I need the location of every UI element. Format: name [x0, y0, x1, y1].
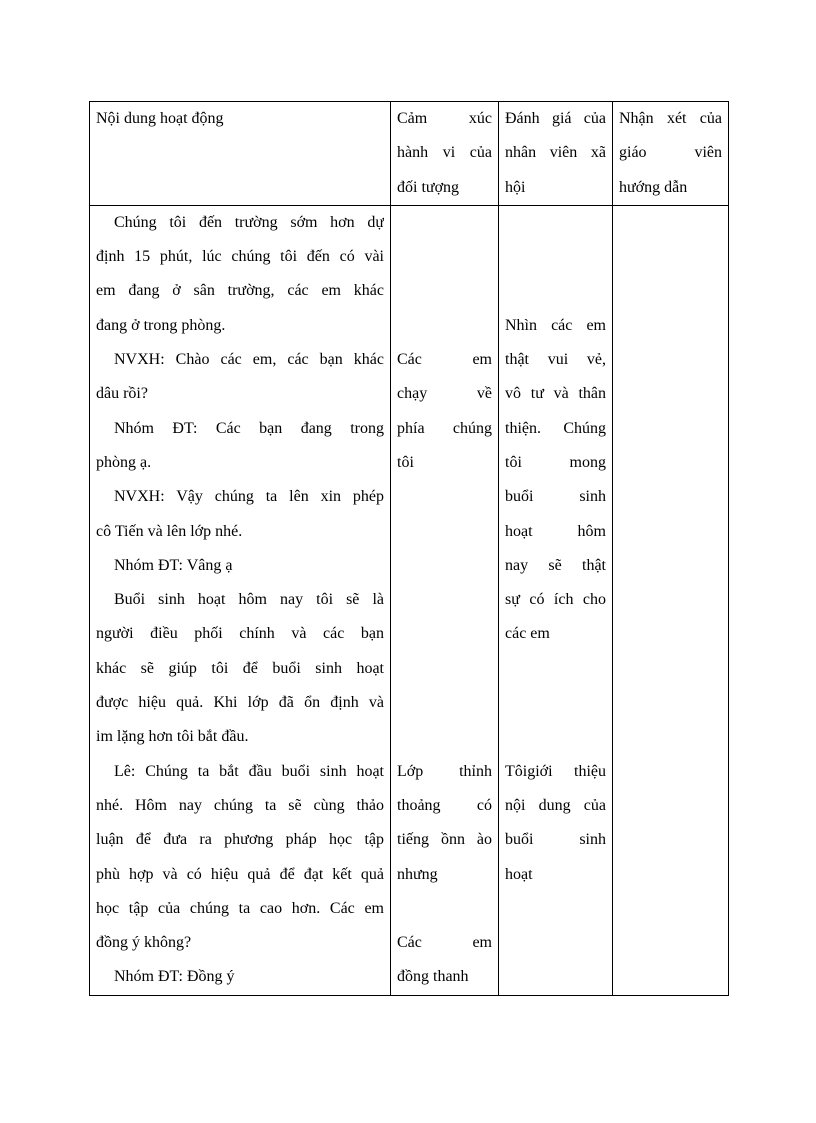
emotion-line: đồng thanh	[397, 968, 469, 986]
content-line: dâu rồi?	[96, 385, 148, 403]
content-line: được hiệu quả. Khi lớp đã ổn định và	[96, 694, 384, 712]
emotion-line	[397, 617, 492, 651]
assessment-line: Tôigiới thiệu	[505, 762, 606, 780]
emotion-line	[397, 240, 492, 274]
assessment-line: các em	[505, 625, 550, 643]
content-line: cô Tiến và lên lớp nhé.	[96, 522, 243, 540]
content-line: người điều phối chính và các bạn	[96, 625, 384, 643]
header-label-line: Nhận xét của	[619, 110, 722, 127]
assessment-line	[505, 686, 606, 720]
assessment-line: nội dung của	[505, 796, 606, 814]
content-line: nhé. Hôm nay chúng ta sẽ cùng thảo	[96, 796, 384, 814]
header-label-line: đối tượng	[397, 178, 460, 196]
emotion-line: chạy về	[397, 385, 492, 403]
emotion-line	[397, 549, 492, 583]
assessment-line: sự có ích cho	[505, 591, 606, 609]
emotion-line	[397, 515, 492, 549]
assessment-line: vô tư và thân	[505, 385, 606, 403]
emotion-cell	[391, 205, 499, 995]
content-line: Nhóm ĐT: Đồng ý	[114, 968, 235, 986]
content-line: khác sẽ giúp tôi để buổi sinh hoạt	[96, 659, 384, 677]
emotion-line	[397, 892, 492, 926]
emotion-line: Lớp thỉnh	[397, 762, 492, 780]
content-line: định 15 phút, lúc chúng tôi đến có vài	[96, 248, 384, 266]
emotion-line: thoảng có	[397, 796, 492, 814]
assessment-line: buổi sinh	[505, 488, 606, 506]
content-line: đồng ý không?	[96, 934, 192, 952]
content-line: NVXH: Vậy chúng ta lên xin phép	[114, 488, 384, 506]
content-line: học tập của chúng ta cao hơn. Các em	[96, 899, 384, 917]
assessment-cell	[499, 205, 613, 995]
emotion-line	[397, 583, 492, 617]
content-cell	[90, 205, 391, 995]
table-header-row	[90, 102, 729, 206]
header-label-line: hội	[505, 178, 526, 196]
emotion-line	[397, 686, 492, 720]
emotion-line: Các em	[397, 934, 492, 952]
emotion-line: phía chúng	[397, 419, 492, 437]
content-line: im lặng hơn tôi bắt đầu.	[96, 728, 249, 746]
header-label-line: giáo viên	[619, 144, 722, 162]
assessment-line: tôi mong	[505, 453, 606, 471]
assessment-line: hoạt	[505, 865, 533, 883]
table-body-row	[90, 205, 729, 995]
assessment-line: thiện. Chúng	[505, 419, 606, 437]
emotion-line: Các em	[397, 351, 492, 369]
assessment-line	[505, 274, 606, 308]
header-label-line: hướng dẫn	[619, 178, 688, 196]
content-line: phòng ạ.	[96, 453, 152, 471]
emotion-line	[397, 720, 492, 754]
content-line: đang ở trong phòng.	[96, 316, 226, 334]
content-line: Nhóm ĐT: Vâng ạ	[114, 556, 233, 574]
content-line: Nhóm ĐT: Các bạn đang trong	[114, 419, 384, 437]
content-line: Chúng tôi đến trường sớm hơn dự	[114, 213, 384, 231]
emotion-line: tôi	[397, 453, 414, 471]
assessment-line: hoạt hôm	[505, 522, 606, 540]
assessment-line: thật vui vẻ,	[505, 351, 606, 369]
header-label-line: Nội dung hoạt động	[96, 110, 224, 127]
content-line: Buổi sinh hoạt hôm nay tôi sẽ là	[114, 591, 384, 609]
emotion-line	[397, 480, 492, 514]
header-label-line: Cảm xúc	[397, 110, 492, 127]
header-content-cell	[90, 102, 391, 206]
content-line: luận để đưa ra phương pháp học tập	[96, 831, 384, 849]
assessment-line	[505, 652, 606, 686]
emotion-line	[397, 309, 492, 343]
header-emotion-cell	[391, 102, 499, 206]
assessment-line	[505, 720, 606, 754]
header-label-line: nhân viên xã	[505, 144, 606, 162]
assessment-line: nay sẽ thật	[505, 556, 606, 574]
emotion-line: tiếng ồnn ào	[397, 831, 492, 849]
content-line: phù hợp và có hiệu quả để đạt kết quả	[96, 865, 384, 883]
emotion-line	[397, 274, 492, 308]
emotion-line: nhưng	[397, 865, 438, 883]
content-line: em đang ở sân trường, các em khác	[96, 282, 384, 300]
content-line: NVXH: Chào các em, các bạn khác	[114, 351, 384, 369]
content-line: Lê: Chúng ta bắt đầu buổi sinh hoạt	[114, 762, 384, 780]
activity-table	[89, 101, 729, 996]
header-assessment-cell	[499, 102, 613, 206]
assessment-line	[505, 240, 606, 274]
assessment-line: Nhìn các em	[505, 316, 606, 334]
assessment-line: buổi sinh	[505, 831, 606, 849]
header-teacher-cell	[613, 102, 729, 206]
emotion-line	[397, 206, 492, 240]
teacher-comment-cell	[613, 205, 729, 995]
emotion-line	[397, 652, 492, 686]
assessment-line	[505, 206, 606, 240]
header-label-line: Đánh giá của	[505, 110, 606, 127]
header-label-line: hành vi của	[397, 144, 492, 162]
